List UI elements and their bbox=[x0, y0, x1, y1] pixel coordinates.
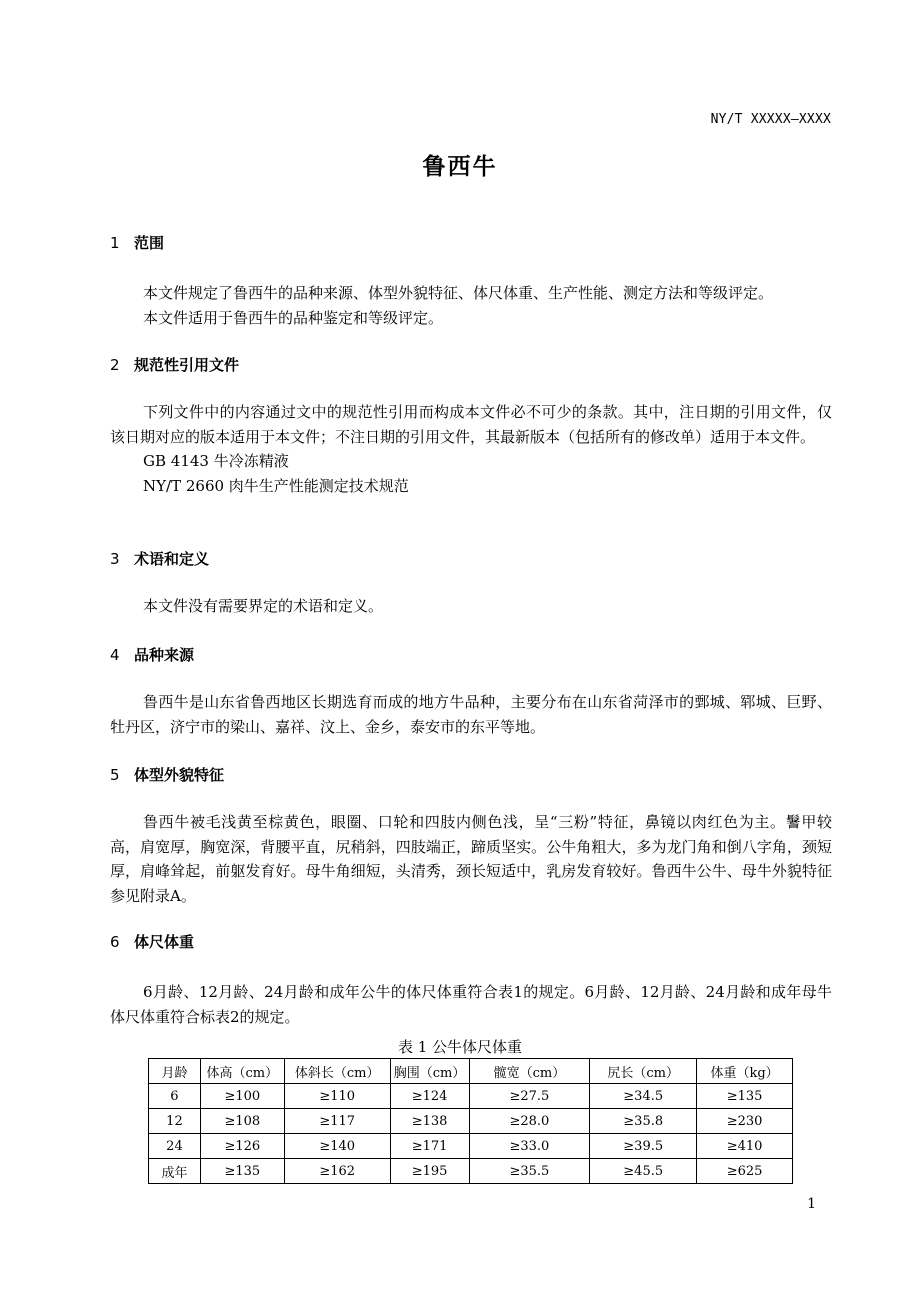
section-heading bbox=[110, 354, 832, 376]
table-cell: ≥35.5 bbox=[469, 1159, 590, 1184]
reference-item: NY/T 2660 肉牛生产性能测定技术规范 bbox=[143, 476, 409, 495]
page-number: 1 bbox=[807, 1196, 816, 1212]
section-number: 2 bbox=[110, 356, 120, 374]
section-title: 品种来源 bbox=[134, 646, 195, 664]
table-cell: ≥135 bbox=[200, 1159, 284, 1184]
table-cell: ≥27.5 bbox=[469, 1084, 590, 1109]
section-normative-references bbox=[110, 354, 832, 376]
column-header-height: 体高（cm） bbox=[200, 1059, 284, 1084]
section-number: 4 bbox=[110, 646, 120, 664]
table-cell: ≥110 bbox=[284, 1084, 390, 1109]
table-cell: 成年 bbox=[149, 1159, 201, 1184]
table-cell: ≥124 bbox=[390, 1084, 469, 1109]
table-row bbox=[149, 1159, 793, 1184]
table-cell: ≥162 bbox=[284, 1159, 390, 1184]
table-cell: ≥108 bbox=[200, 1109, 284, 1134]
paragraph: 鲁西牛是山东省鲁西地区长期选育而成的地方牛品种，主要分布在山东省菏泽市的鄄城、郓城、巨野、牡丹区，济宁市的梁山、嘉祥、汶上、金乡，泰安市的东平等地。 bbox=[110, 693, 832, 736]
table-cell: ≥117 bbox=[284, 1109, 390, 1134]
section-title: 体型外貌特征 bbox=[134, 766, 225, 784]
section-heading bbox=[110, 764, 832, 786]
table-row bbox=[149, 1084, 793, 1109]
section-title: 范围 bbox=[134, 234, 165, 252]
table-cell: ≥126 bbox=[200, 1134, 284, 1159]
section-scope bbox=[110, 232, 832, 254]
bull-measurement-table bbox=[148, 1058, 793, 1184]
section-heading bbox=[110, 644, 832, 666]
table-cell: ≥171 bbox=[390, 1134, 469, 1159]
table-cell: 6 bbox=[149, 1084, 201, 1109]
section-origin-body bbox=[110, 690, 832, 739]
table-cell: ≥33.0 bbox=[469, 1134, 590, 1159]
paragraph: 下列文件中的内容通过文中的规范性引用而构成本文件必不可少的条款。其中，注日期的引用文件，仅该日期对应的版本适用于本文件；不注日期的引用文件，其最新版本（包括所有的修改单）适用于本文件。 bbox=[110, 403, 832, 446]
section-scope-body bbox=[110, 281, 832, 330]
table-row bbox=[149, 1134, 793, 1159]
table-cell: ≥135 bbox=[697, 1084, 793, 1109]
section-number: 5 bbox=[110, 766, 120, 784]
section-appearance bbox=[110, 764, 832, 786]
section-heading bbox=[110, 548, 832, 570]
table-cell: ≥100 bbox=[200, 1084, 284, 1109]
section-title: 规范性引用文件 bbox=[134, 356, 240, 374]
table-caption: 表 1 公牛体尺体重 bbox=[397, 1038, 523, 1056]
section-number: 1 bbox=[110, 234, 120, 252]
table-cell: ≥140 bbox=[284, 1134, 390, 1159]
paragraph: 鲁西牛被毛浅黄至棕黄色，眼圈、口轮和四肢内侧色浅，呈“三粉”特征，鼻镜以肉红色为主。鬐甲较高，肩宽厚，胸宽深，背腰平直，尻稍斜，四肢端正，蹄质坚实。公牛角粗大，多为龙门角和倒八字角，颈短厚，肩峰耸起，前躯发育好。母牛角细短，头清秀，颈长短适中，乳房发育较好。鲁西牛公牛、母牛外貌特征参见附录A。 bbox=[110, 813, 832, 905]
section-origin bbox=[110, 644, 832, 666]
table-cell: ≥39.5 bbox=[590, 1134, 697, 1159]
paragraph: 本文件没有需要界定的术语和定义。 bbox=[143, 597, 384, 615]
table-row bbox=[149, 1109, 793, 1134]
section-body-measurements-body bbox=[110, 980, 832, 1029]
table-cell: 24 bbox=[149, 1134, 201, 1159]
section-normative-references-body bbox=[110, 400, 832, 498]
column-header-rump-length: 尻长（cm） bbox=[590, 1059, 697, 1084]
section-body-measurements bbox=[110, 931, 832, 953]
paragraph: 本文件规定了鲁西牛的品种来源、体型外貌特征、体尺体重、生产性能、测定方法和等级评定。 bbox=[143, 284, 774, 302]
table-cell: ≥625 bbox=[697, 1159, 793, 1184]
table-cell: ≥35.8 bbox=[590, 1109, 697, 1134]
column-header-weight: 体重（kg） bbox=[697, 1059, 793, 1084]
table-cell: ≥45.5 bbox=[590, 1159, 697, 1184]
column-header-body-length: 体斜长（cm） bbox=[284, 1059, 390, 1084]
document-title: 鲁西牛 bbox=[422, 154, 498, 180]
table-cell: ≥138 bbox=[390, 1109, 469, 1134]
table-header-row bbox=[149, 1059, 793, 1084]
paragraph: 本文件适用于鲁西牛的品种鉴定和等级评定。 bbox=[143, 308, 444, 327]
section-heading bbox=[110, 232, 832, 254]
table-cell: ≥410 bbox=[697, 1134, 793, 1159]
table-cell: ≥195 bbox=[390, 1159, 469, 1184]
section-terms bbox=[110, 548, 832, 570]
section-title: 体尺体重 bbox=[134, 933, 195, 951]
table-cell: ≥230 bbox=[697, 1109, 793, 1134]
table-cell: ≥34.5 bbox=[590, 1084, 697, 1109]
column-header-hip-width: 髋宽（cm） bbox=[469, 1059, 590, 1084]
table-cell: ≥28.0 bbox=[469, 1109, 590, 1134]
section-title: 术语和定义 bbox=[134, 550, 210, 568]
column-header-chest-girth: 胸围（cm） bbox=[390, 1059, 469, 1084]
standard-code: NY/T XXXXX—XXXX bbox=[710, 112, 831, 127]
column-header-age: 月龄 bbox=[149, 1059, 201, 1084]
section-number: 6 bbox=[110, 933, 120, 951]
section-terms-body bbox=[110, 594, 832, 619]
paragraph: 6月龄、12月龄、24月龄和成年公牛的体尺体重符合表1的规定。6月龄、12月龄、24月龄和成年母牛体尺体重符合标表2的规定。 bbox=[110, 983, 832, 1026]
reference-item: GB 4143 牛冷冻精液 bbox=[143, 452, 289, 471]
section-heading bbox=[110, 931, 832, 953]
section-appearance-body bbox=[110, 810, 832, 908]
table-cell: 12 bbox=[149, 1109, 201, 1134]
section-number: 3 bbox=[110, 550, 120, 568]
